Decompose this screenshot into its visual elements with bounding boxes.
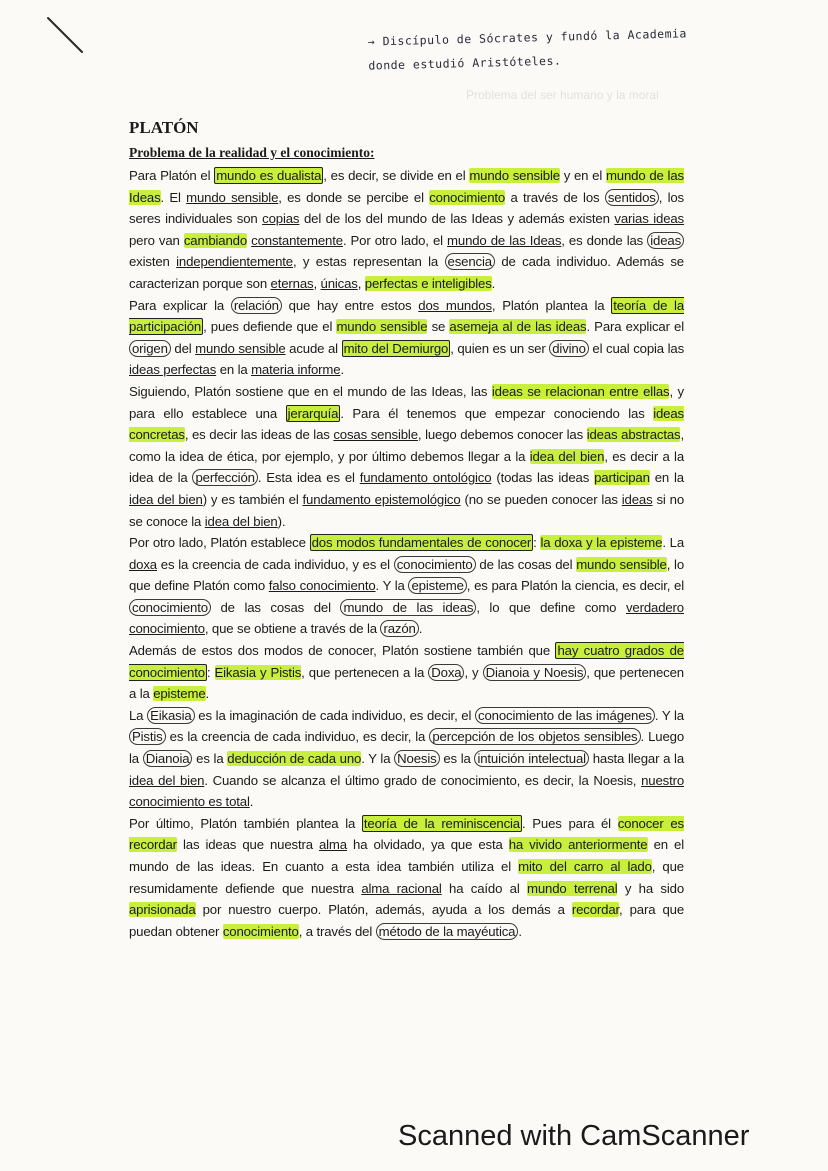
- marked-phrase: mundo terrenal: [527, 880, 618, 896]
- marked-phrase: eternas: [270, 275, 314, 291]
- marked-phrase: percepción de los objetos sensibles: [429, 728, 640, 745]
- marked-phrase: dos mundos: [418, 297, 492, 313]
- text-run: , es decir las ideas de las: [184, 427, 334, 443]
- paragraph: [129, 295, 684, 381]
- text-run: ,: [357, 275, 365, 291]
- text-run: , Platón plantea la: [491, 297, 612, 313]
- marked-phrase: ha vivido anteriormente: [508, 837, 648, 853]
- text-run: es la creencia de cada individuo, es decir, la: [165, 729, 430, 745]
- text-run: , y para ello establece una: [129, 383, 684, 421]
- marked-phrase: hay cuatro grados de conocimiento: [129, 643, 684, 680]
- marked-phrase: Doxa: [428, 664, 464, 681]
- text-run: a través de los: [505, 189, 605, 205]
- marked-phrase: perfectas e inteligibles: [364, 275, 492, 291]
- bleed-through-text: Problema del ser humano y la moral: [466, 88, 659, 102]
- marked-phrase: mito del carro al lado: [518, 859, 652, 874]
- marked-phrase: dos modos fundamentales de conocer: [311, 535, 532, 551]
- marked-phrase: mito del Demiurgo: [343, 340, 449, 356]
- marked-phrase: mundo sensible: [336, 319, 428, 335]
- text-run: . Cuando se alcanza el último grado de conocimiento, es decir, la Noesis,: [204, 772, 642, 788]
- marked-phrase: método de la mayéutica: [376, 923, 519, 940]
- marked-phrase: fundamento ontológico: [359, 470, 492, 486]
- marked-phrase: mundo de las Ideas: [447, 232, 562, 248]
- marked-phrase: únicas: [320, 275, 358, 291]
- text-run: que hay entre estos: [281, 297, 419, 313]
- paragraph: [129, 640, 684, 705]
- text-run: , que pertenecen a la: [129, 664, 684, 702]
- marked-phrase: idea del bien: [129, 772, 205, 788]
- text-run: ).: [277, 513, 286, 529]
- marked-phrase: teoría de la participación: [129, 297, 685, 335]
- text-run: , que se obtiene a través de la: [204, 621, 381, 637]
- marked-phrase: Eikasia y Pistis: [214, 664, 302, 680]
- marked-phrase: Eikasia: [147, 707, 194, 724]
- marked-phrase: ideas abstractas: [586, 427, 681, 443]
- text-run: . Pues para él: [521, 815, 618, 831]
- text-run: en la: [649, 470, 684, 486]
- marked-phrase: teoría de la reminiscencia: [363, 815, 520, 831]
- paragraph: [129, 532, 684, 640]
- marked-phrase: mundo sensible: [576, 556, 667, 572]
- text-run: en la: [216, 362, 252, 378]
- text-run: .: [249, 794, 254, 810]
- marked-phrase: falso conocimiento: [268, 578, 376, 594]
- text-run: Por otro lado, Platón establece: [129, 535, 310, 551]
- marked-phrase: conocimiento de las imágenes: [475, 707, 655, 724]
- handnote-line-2: donde estudió Aristóteles.: [368, 53, 562, 73]
- text-run: es la: [192, 751, 228, 767]
- marked-phrase: verdadero conocimiento: [129, 599, 684, 637]
- marked-phrase: recordar: [571, 902, 620, 918]
- marked-phrase: jerarquía: [287, 405, 339, 421]
- text-run: hasta llegar a la: [588, 751, 685, 767]
- marked-phrase: ideas concretas: [129, 405, 684, 443]
- text-run: Por último, Platón también plantea la: [129, 815, 362, 831]
- marked-phrase: esencia: [445, 253, 495, 270]
- marked-phrase: ideas: [621, 491, 653, 507]
- marked-phrase: conocer es recordar: [129, 815, 684, 853]
- paragraph: [129, 813, 684, 943]
- marked-phrase: alma: [318, 837, 347, 853]
- text-run: Siguiendo, Platón sostiene que en el mundo de las Ideas, las: [129, 383, 492, 399]
- text-run: y en el: [559, 168, 606, 183]
- marked-phrase: independientemente: [176, 254, 293, 270]
- text-run: , quien es un ser: [450, 340, 550, 356]
- text-run: Para Platón el: [129, 168, 215, 183]
- text-run: de las cosas del: [210, 599, 341, 615]
- text-run: , para que puedan obtener: [129, 902, 684, 939]
- text-run: . El: [160, 189, 187, 205]
- marked-phrase: idea del bien: [529, 448, 605, 464]
- marked-phrase: idea del bien: [204, 513, 278, 529]
- text-run: . Y la: [361, 751, 395, 767]
- text-run: , como la idea de ética, por ejemplo, y por último debemos llegar a la: [129, 427, 684, 464]
- marked-phrase: constantemente: [251, 232, 343, 248]
- text-run: existen: [129, 254, 177, 270]
- marked-phrase: Pistis: [129, 728, 166, 745]
- handnote-line-1: → Discípulo de Sócrates y fundó la Academia: [367, 26, 688, 49]
- marked-phrase: idea del bien: [129, 491, 203, 507]
- text-run: . Luego la: [129, 729, 685, 767]
- text-run: .: [491, 275, 496, 291]
- marked-phrase: aprisionada: [129, 902, 196, 918]
- marked-phrase: ideas se relacionan entre ellas: [491, 383, 670, 399]
- marked-phrase: cosas sensible: [333, 427, 418, 443]
- marked-phrase: conocimiento: [429, 189, 506, 205]
- paragraph: [129, 705, 684, 813]
- marked-phrase: intuición intelectual: [474, 750, 589, 767]
- text-run: . Para explicar el: [586, 319, 684, 335]
- marked-phrase: mundo de las ideas: [340, 599, 476, 616]
- marked-phrase: mundo sensible: [469, 168, 560, 183]
- section-subtitle: Problema de la realidad y el conocimiento:: [129, 145, 375, 160]
- marked-phrase: varias ideas: [614, 211, 685, 227]
- text-run: . Esta idea es el: [257, 470, 360, 486]
- pen-stroke-mark: [44, 14, 88, 58]
- text-run: , es decir a la idea de la: [129, 448, 685, 486]
- text-run: (no se pueden conocer las: [460, 491, 622, 507]
- text-run: .: [518, 923, 522, 939]
- text-run: el cual copia las: [588, 340, 685, 356]
- text-run: :: [206, 664, 215, 680]
- marked-phrase: divino: [549, 340, 589, 357]
- marked-phrase: copias: [262, 211, 300, 227]
- text-run: Además de estos dos modos de conocer, Platón sostiene también que: [129, 643, 556, 659]
- text-run: , es decir, se divide en el: [323, 168, 470, 183]
- text-run: , luego debemos conocer las: [417, 427, 587, 443]
- marked-phrase: mundo de las Ideas: [129, 168, 684, 205]
- marked-phrase: origen: [129, 340, 171, 357]
- marked-phrase: relación: [231, 297, 282, 314]
- text-run: , es donde las: [561, 232, 648, 248]
- marked-phrase: conocimiento: [222, 923, 299, 939]
- marked-phrase: razón: [380, 620, 418, 637]
- text-run: .: [340, 362, 344, 378]
- text-run: , pues defiende que el: [203, 319, 337, 335]
- text-run: La: [129, 707, 148, 723]
- text-run: y ha sido: [617, 880, 685, 896]
- handwritten-note: [367, 18, 798, 77]
- text-run: de las cosas del: [475, 556, 577, 572]
- marked-phrase: ideas: [647, 232, 684, 249]
- text-run: por nuestro cuerpo. Platón, además, ayuda a los demás a: [195, 902, 572, 918]
- marked-phrase: alma racional: [361, 880, 442, 896]
- marked-phrase: mundo sensible: [195, 340, 286, 356]
- text-run: , y: [464, 664, 483, 680]
- marked-phrase: mundo es dualista: [216, 168, 322, 183]
- text-run: .: [418, 621, 423, 637]
- marked-phrase: mundo sensible: [186, 189, 279, 205]
- text-run: del: [170, 340, 196, 356]
- marked-phrase: episteme: [153, 686, 206, 702]
- paragraph: [129, 165, 684, 295]
- text-run: (todas las ideas: [491, 470, 595, 486]
- marked-phrase: asemeja al de las ideas: [449, 319, 587, 335]
- text-run: es la: [439, 751, 475, 767]
- marked-phrase: Dianoia: [143, 750, 193, 767]
- text-run: acude al: [285, 340, 342, 356]
- text-run: las ideas que nuestra: [176, 837, 319, 853]
- text-run: ha olvidado, ya que esta: [346, 837, 509, 853]
- scanner-watermark: Scanned with CamScanner: [398, 1120, 750, 1152]
- paragraph: [129, 381, 684, 532]
- marked-phrase: Noesis: [394, 750, 439, 767]
- text-run: , lo que define Platón como: [129, 556, 684, 594]
- text-run: , es donde se percibe el: [278, 189, 430, 205]
- text-run: , y estas representan la: [292, 254, 445, 270]
- text-run: , lo que define como: [476, 599, 626, 615]
- text-run: .: [205, 686, 210, 702]
- text-run: , es para Platón la ciencia, es decir, el: [466, 578, 684, 594]
- marked-phrase: participan: [594, 470, 650, 486]
- text-run: , que resumidamente defiende que nuestra: [129, 859, 684, 896]
- document-body: [129, 165, 684, 942]
- text-run: . Para él tenemos que empezar conociendo las: [340, 405, 654, 421]
- marked-phrase: fundamento epistemológico: [302, 491, 461, 507]
- marked-phrase: la doxa y la episteme: [540, 535, 663, 551]
- marked-phrase: deducción de cada uno: [227, 751, 362, 767]
- text-run: es la imaginación de cada individuo, es decir, el: [194, 707, 476, 723]
- text-run: ha caído al: [441, 880, 528, 896]
- text-run: se: [427, 319, 450, 335]
- marked-phrase: sentidos: [605, 189, 659, 206]
- text-run: , que pertenecen a la: [301, 664, 429, 680]
- marked-phrase: nuestro conocimiento es total: [129, 772, 685, 810]
- marked-phrase: perfección: [192, 469, 257, 486]
- text-run: ,: [313, 275, 321, 291]
- text-run: Para explicar la: [129, 297, 231, 313]
- marked-phrase: doxa: [129, 556, 157, 572]
- text-run: , los seres individuales son: [129, 189, 685, 227]
- marked-phrase: Dianoia y Noesis: [483, 664, 587, 681]
- text-run: si no se conoce la: [129, 491, 685, 529]
- document-title: PLATÓN: [129, 118, 199, 137]
- text-run: , a través del: [298, 923, 376, 939]
- marked-phrase: cambiando: [183, 232, 248, 248]
- text-run: en el mundo de las ideas. En cuanto a esta idea también utiliza el: [129, 837, 684, 874]
- marked-phrase: episteme: [408, 577, 466, 594]
- marked-phrase: materia informe: [251, 362, 341, 378]
- text-run: . Y la: [654, 707, 684, 723]
- marked-phrase: conocimiento: [129, 599, 211, 616]
- text-run: . Por otro lado, el: [342, 232, 448, 248]
- text-run: pero van: [129, 232, 184, 248]
- text-run: :: [533, 535, 541, 551]
- marked-phrase: conocimiento: [394, 556, 476, 573]
- text-run: es la creencia de cada individuo, y es el: [157, 556, 394, 572]
- text-run: de cada individuo. Además se caracterizan porque son: [129, 254, 684, 291]
- text-run: ) y es también el: [202, 491, 303, 507]
- text-run: . Y la: [375, 578, 409, 594]
- marked-phrase: ideas perfectas: [129, 362, 217, 378]
- text-run: del de los del mundo de las Ideas y además existen: [299, 211, 615, 227]
- text-run: . La: [662, 535, 684, 551]
